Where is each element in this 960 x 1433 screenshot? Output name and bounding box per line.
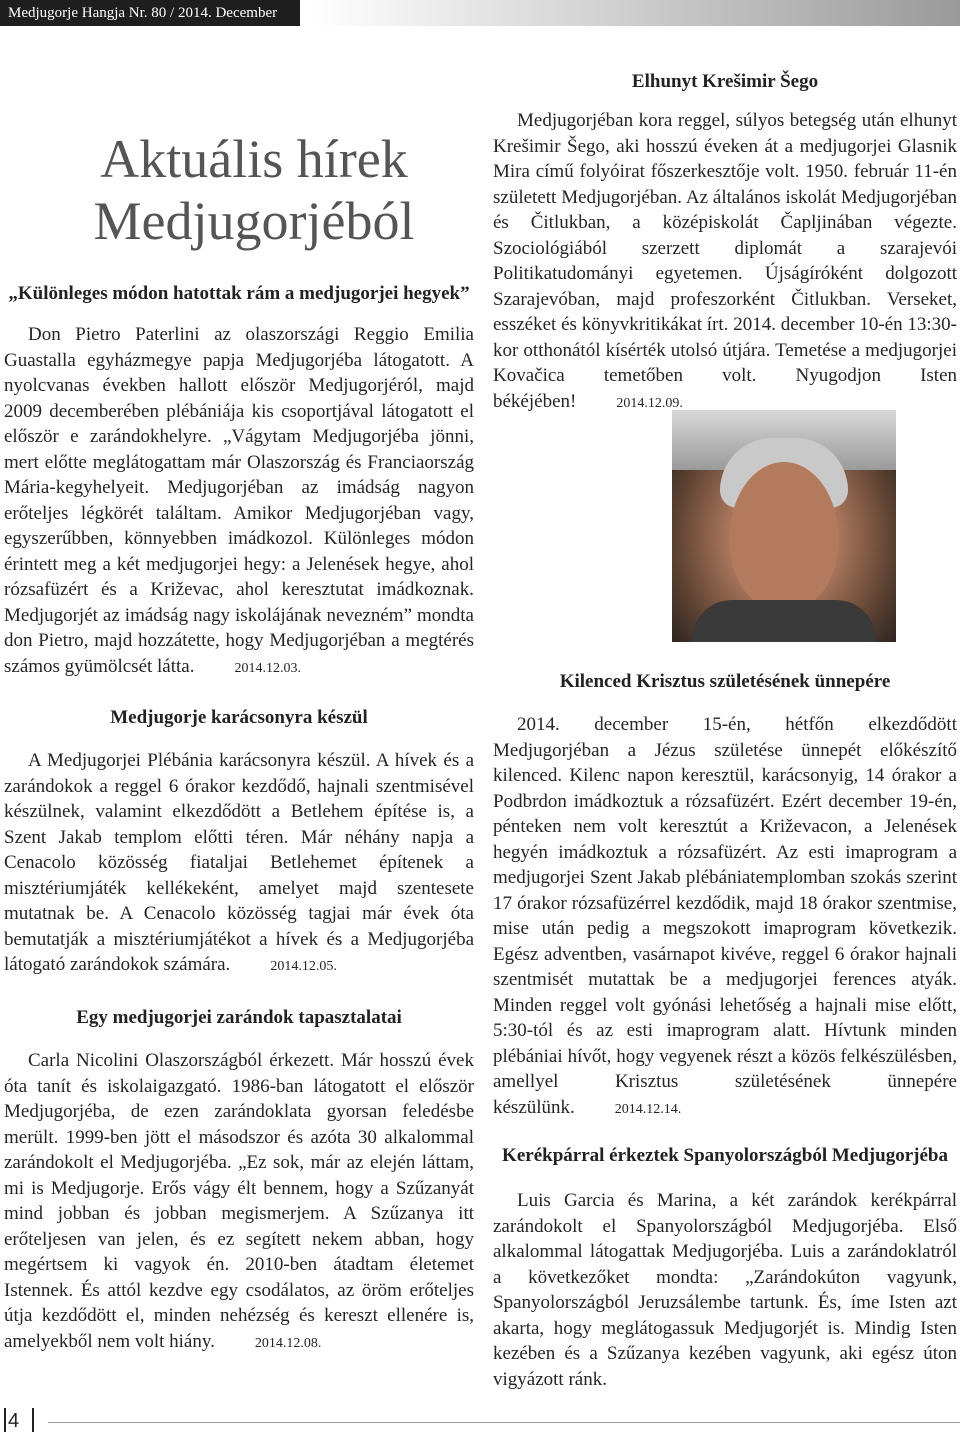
article-body [4, 748, 474, 980]
header-rule [310, 0, 960, 26]
page-title-line1: Aktuális hírek [100, 129, 408, 190]
article-kilenced [493, 670, 957, 1122]
article-karacsony [4, 706, 474, 980]
article-body-text: 2014. december 15-én, hétfőn elkezdődött Medjugorjéban a Jézus születése ünnepét előkészítő kilenced. Kilenc napon keresztül, karácsonyig, 14 órakor a Podbrdon imádkoztuk a rózsafüzért. Ezért december 19-én, pénteken nem volt keresztút a Križevacon, a Jelenések hegyén imádkoztuk a rózsafüzért. Az esti imaprogram a medjugorjei Szent Jakab plébániatemplomban szokás szerint 17 órakor rózsafüzérrel kezdődik, majd 18 órakor szentmise, mise után pedig a megszokott imaprogram következik. Egész adventben, vasárnapot kivéve, reggel 6 órakor hajnali szentmisét mutattak be a medjugorjei ferences atyák. Minden reggel volt gyónási lehetőség a hajnali mise előtt, 5:30-tól és az esti imaprogram alatt. Hívtunk minden plébániai hívőt, hogy vegyenek részt a közös felkészülésben, amellyel Krisztus születésének ünnepére készülünk. [493, 714, 957, 1118]
article-title: Kilenced Krisztus születésének ünnepére [559, 671, 891, 692]
article-date: 2014.12.08. [254, 1335, 322, 1351]
article-zarandok [4, 1006, 474, 1356]
photo-shirt [692, 600, 876, 642]
page-title-line2: Medjugorjéból [93, 191, 415, 252]
article-title: Medjugorje karácsonyra készül [110, 707, 368, 728]
article-title: Elhunyt Krešimir Šego [631, 71, 819, 92]
header-title: Medjugorje Hangja Nr. 80 / 2014. December [8, 5, 278, 21]
photo-face [730, 462, 838, 610]
page-number-bar-left [4, 1408, 6, 1432]
article-sego [493, 70, 957, 416]
article-body-text: Don Pietro Paterlini az olaszországi Reggio Emilia Guastalla egyházmegye papja Medjugorjéba látogatott. A nyolcvanas években hallott először Medjugorjéról, majd 2009 decemberében plébániája kis csoportjával látogatott el először e zarándokhelyre. „Vágytam Medjugorjéba jönni, mert előtte meglátogattam már Olaszország és Franciaország Mária-kegyhelyeit. Medjugorjéban az imádság nagyon erőteljes légkörét találtam. Amikor Medjugorjéban vagy, egyszerűbben, könnyebben imádkozol. Különleges módon érintett meg a két medjugorjei hegy: a Jelenések hegye, ahol rózsafüzért és a Križevac, ahol keresztutat imádkoznak. Medjugorjét az imádság nagy iskolájának nevezném” mondta don Pietro, majd hozzátette, hogy Medjugorjéban a megtérés számos gyümölcsét látta. [4, 324, 474, 677]
article-body [4, 1048, 474, 1356]
article-body-text: Carla Nicolini Olaszországból érkezett. Már hosszú évek óta tanít és iskolaigazgató. 1986-ban látogatott el először Medjugorjéba, de ezen zarándoklata gyorsan feledésbe merült. 1999-ben jött el másodszor és azóta 30 alkalommal zarándokolt el Medjugorjéba. „Ez sok, már az elején láttam, mi is Medjugorje. Erős vágy élt bennem, hogy a Szűzanyát mind jobban és jobban megismerjem. A Szűzanya itt erőteljesen van jelen, és ez segített nekem abban, hogy megértsem ki vagyok én. 2010-ben átadtam életemet Istennek. És attól kezdve egy csodálatos, az öröm erőteljes útja kezdődött el, minden nehézség és kereszt ellenére is, amelyekből nem volt hiány. [4, 1050, 474, 1352]
article-body [493, 1188, 957, 1392]
article-date: 2014.12.09. [616, 395, 683, 411]
article-title: „Különleges módon hatottak rám a medjugorjei hegyek” [8, 283, 470, 304]
article-body-text: Luis Garcia és Marina, a két zarándok kerékpárral zarándokolt el Spanyolországból Medjugorjéba. Első alkalommal látogattak Medjugorjéba. Luis a zarándoklatról a következőket mondta: „Zarándokúton vagyunk, Spanyolországból Jeruzsálembe tartunk. És, íme Isten azt akarta, hogy meglátogassuk Medjugorjét is. Mindig Isten kezében és a Szűzanya kezében vagyunk, aki egész úton vigyázott ránk. [493, 1190, 957, 1390]
article-title: Egy medjugorjei zarándok tapasztalatai [76, 1007, 402, 1028]
article-body [4, 322, 474, 681]
portrait-photo [672, 410, 896, 642]
article-body-text: Medjugorjéban kora reggel, súlyos betegség után elhunyt Krešimir Šego, aki hosszú éveken át a medjugorjei Glasnik Mira című folyóirat főszerkesztője volt. 1950. február 11-én született Medjugorjéban. Az általános iskolát Medjugorjéban és Čitlukban, a középiskolát Čapljinában végezte. Szociológiából szerzett diplomát a szarajevói Politikatudományi egyetemen. Újságíróként dolgozott Szarajevóban, majd profeszorként Čitlukban. Verseket, esszéket és könyvkritikákat írt. 2014. december 10-én 13:30-kor otthonától kísérték utolsó útjára. Temetése a medjugorjei Kovačica temetőben volt. Nyugodjon Isten békéjében! [493, 110, 957, 412]
page-number-bar-right [32, 1408, 34, 1432]
article-date: 2014.12.14. [614, 1101, 682, 1117]
article-body-text: A Medjugorjei Plébánia karácsonyra készül. A hívek és a zarándokok a reggel 6 órakor kezdődő, hajnali szentmisével készülnek, valamint elkezdődött a Betlehem építése is, a Szent Jakab templom előtti téren. Már néhány napja a Cenacolo közösség fiataljai Betlehemet építenek a misztériumjáték kellékeként, amelyet majd szentesete mutatnak be. A Cenacolo közösség tagjai már évek óta bemutatják a misztériumjátékot a hívek és a Medjugorjéba látogató zarándokok számára. [4, 750, 474, 975]
article-date: 2014.12.03. [234, 660, 301, 676]
article-kerekpar [493, 1144, 957, 1392]
page-number: 4 [8, 1410, 20, 1432]
footer-rule [48, 1422, 960, 1423]
article-body [493, 712, 957, 1122]
article-body [493, 108, 957, 416]
page-title [4, 128, 504, 252]
header-bar [0, 0, 300, 26]
article-title: Kerékpárral érkeztek Spanyolországból Medjugorjéba [502, 1145, 948, 1166]
article-paterlini [4, 282, 474, 681]
article-date: 2014.12.05. [270, 959, 337, 974]
